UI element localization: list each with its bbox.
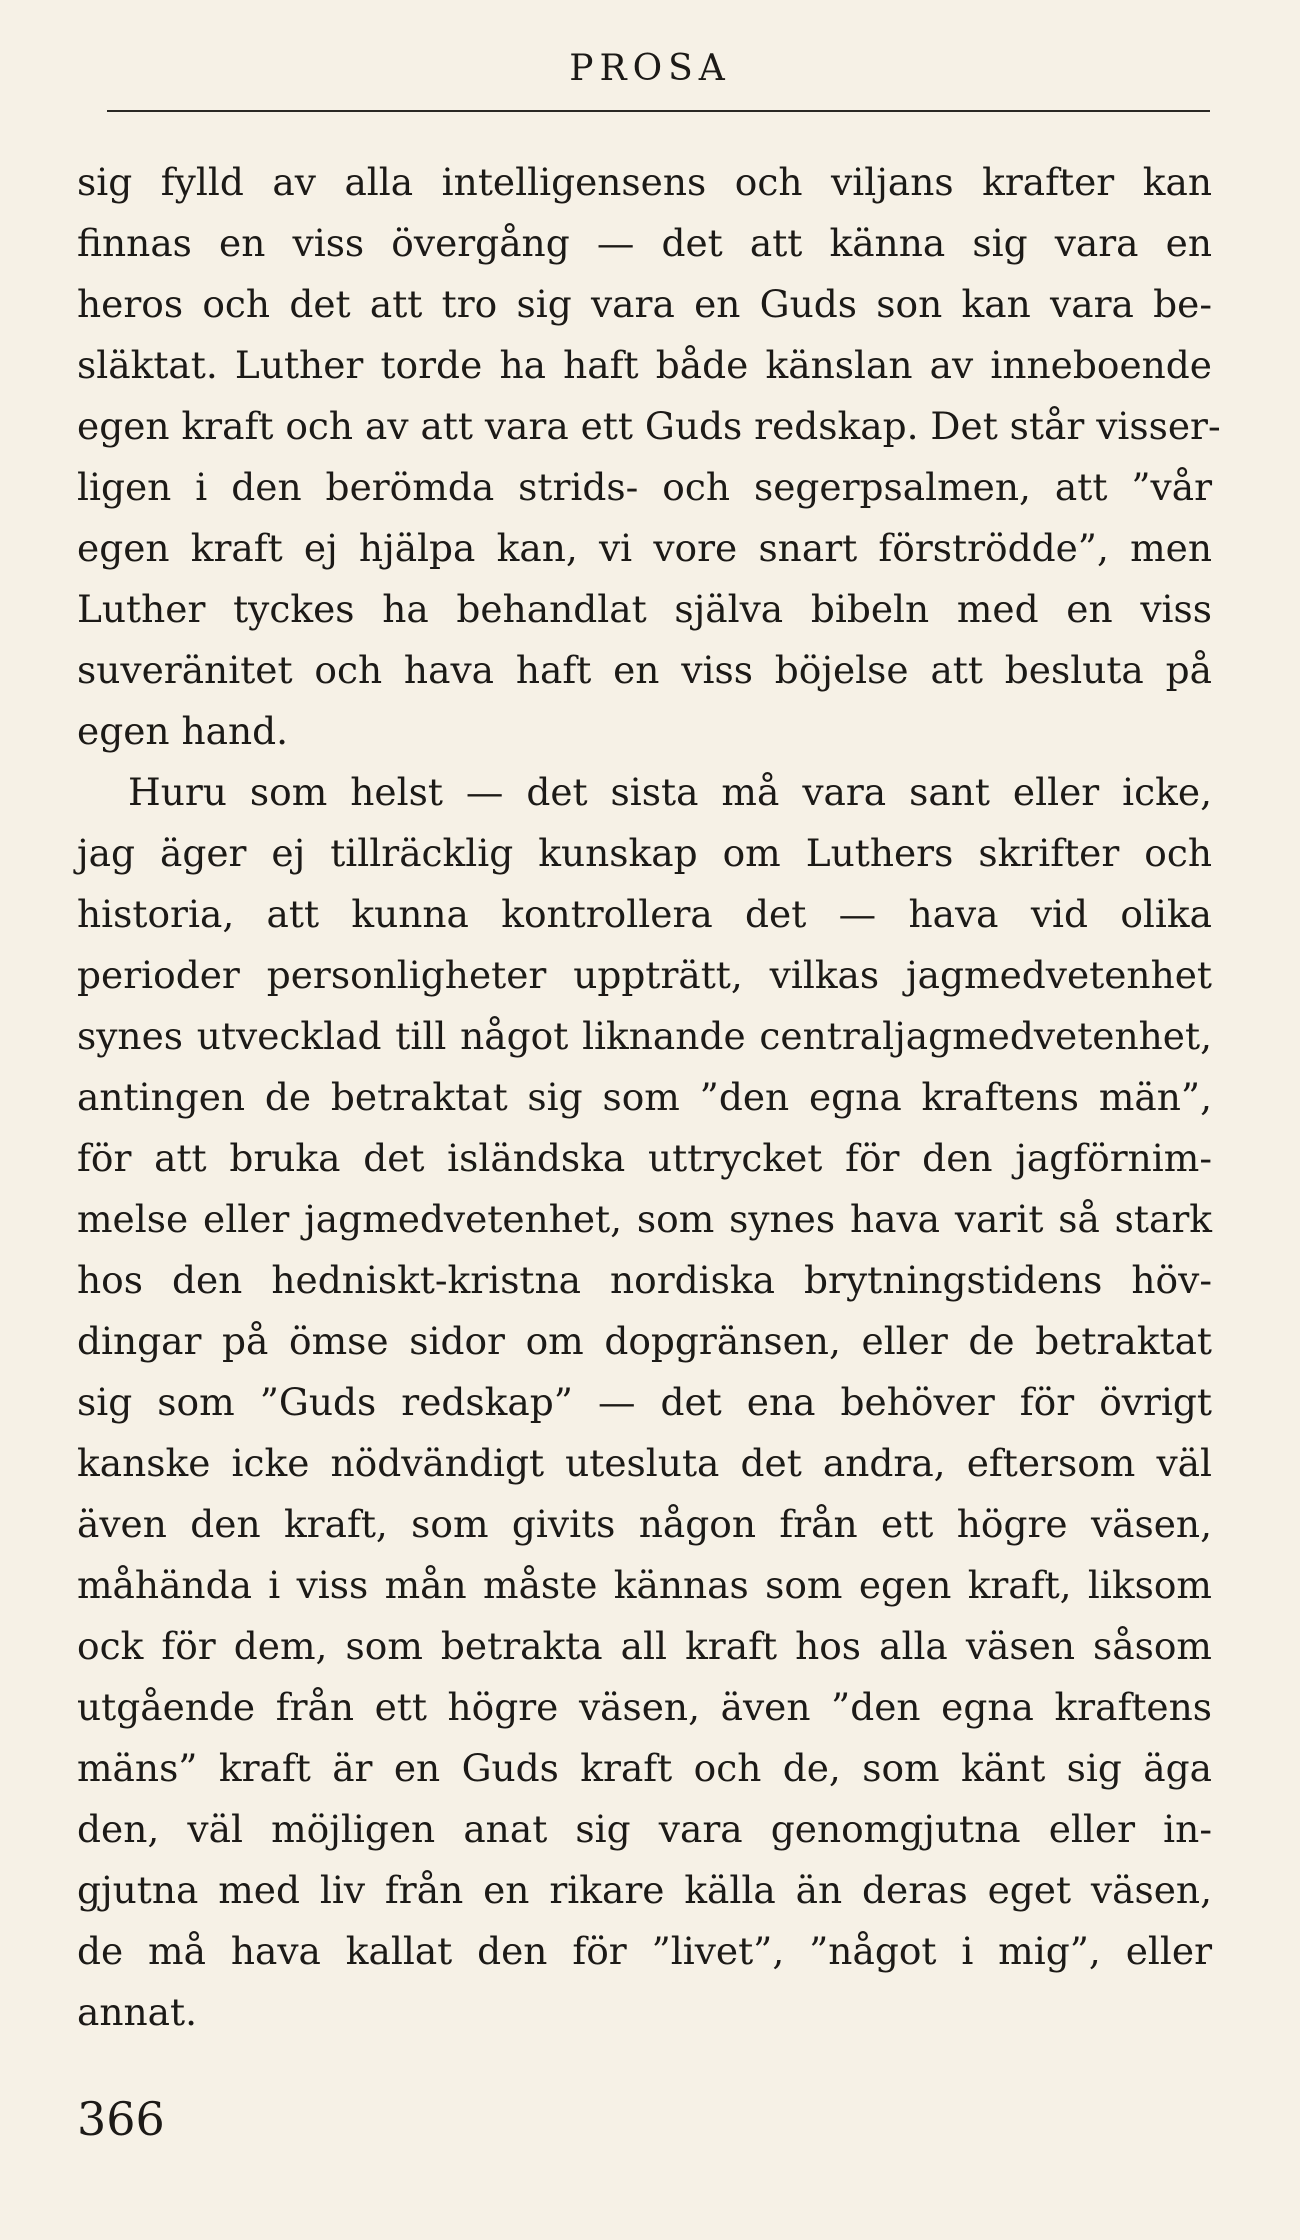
text-line: även den kraft, som givits någon från ett högre väsen, <box>77 1502 1212 1546</box>
text-line: sig fylld av alla intelligensens och viljans krafter kan <box>77 160 1212 204</box>
text-line: sig som ”Guds redskap” — det ena behöver för övrigt <box>77 1380 1212 1424</box>
text-line: gjutna med liv från en rikare källa än deras eget väsen, <box>77 1868 1212 1912</box>
text-line: synes utvecklad till något liknande centraljagmedvetenhet, <box>77 1014 1212 1058</box>
text-line: släktat. Luther torde ha haft både känslan av inneboende <box>77 343 1212 387</box>
text-line: kanske icke nödvändigt utesluta det andra, eftersom väl <box>77 1441 1212 1485</box>
text-line: ligen i den berömda strids- och segerpsalmen, att ”vår <box>77 465 1212 509</box>
text-line: finnas en viss övergång — det att känna sig vara en <box>77 221 1212 265</box>
text-line: egen kraft ej hjälpa kan, vi vore snart förströdde”, men <box>77 526 1212 570</box>
text-line: hos den hedniskt-kristna nordiska brytningstidens höv- <box>77 1258 1212 1302</box>
page-number: 366 <box>77 2092 165 2146</box>
text-line: utgående från ett högre väsen, även ”den egna kraftens <box>77 1685 1212 1729</box>
text-line: den, väl möjligen anat sig vara genomgjutna eller in- <box>77 1807 1212 1851</box>
text-line: egen kraft och av att vara ett Guds redskap. Det står visser- <box>77 404 1221 448</box>
text-line: perioder personligheter uppträtt, vilkas jagmedvetenhet <box>77 953 1212 997</box>
text-line: antingen de betraktat sig som ”den egna kraftens män”, <box>77 1075 1212 1119</box>
text-line: melse eller jagmedvetenhet, som synes hava varit så stark <box>77 1197 1212 1241</box>
text-line: ock för dem, som betrakta all kraft hos alla väsen såsom <box>77 1624 1212 1668</box>
text-line: måhända i viss mån måste kännas som egen kraft, liksom <box>77 1563 1212 1607</box>
text-line: historia, att kunna kontrollera det — hava vid olika <box>77 892 1212 936</box>
text-line: heros och det att tro sig vara en Guds son kan vara be- <box>77 282 1212 326</box>
text-line: egen hand. <box>77 709 289 753</box>
text-line: mäns” kraft är en Guds kraft och de, som känt sig äga <box>77 1746 1212 1790</box>
text-line: de må hava kallat den för ”livet”, ”något i mig”, eller <box>77 1929 1212 1973</box>
text-line: för att bruka det isländska uttrycket för den jagförnim- <box>77 1136 1212 1180</box>
text-line: Luther tyckes ha behandlat själva bibeln med en viss <box>77 587 1212 631</box>
text-line: Huru som helst — det sista må vara sant eller icke, <box>128 770 1212 814</box>
text-line: jag äger ej tillräcklig kunskap om Luthers skrifter och <box>77 831 1212 875</box>
text-line: dingar på ömse sidor om dopgränsen, eller de betraktat <box>77 1319 1212 1363</box>
text-line: suveränitet och hava haft en viss böjelse att besluta på <box>77 648 1212 692</box>
header-rule <box>107 110 1210 112</box>
running-head: PROSA <box>569 48 731 89</box>
text-line: annat. <box>77 1990 198 2034</box>
